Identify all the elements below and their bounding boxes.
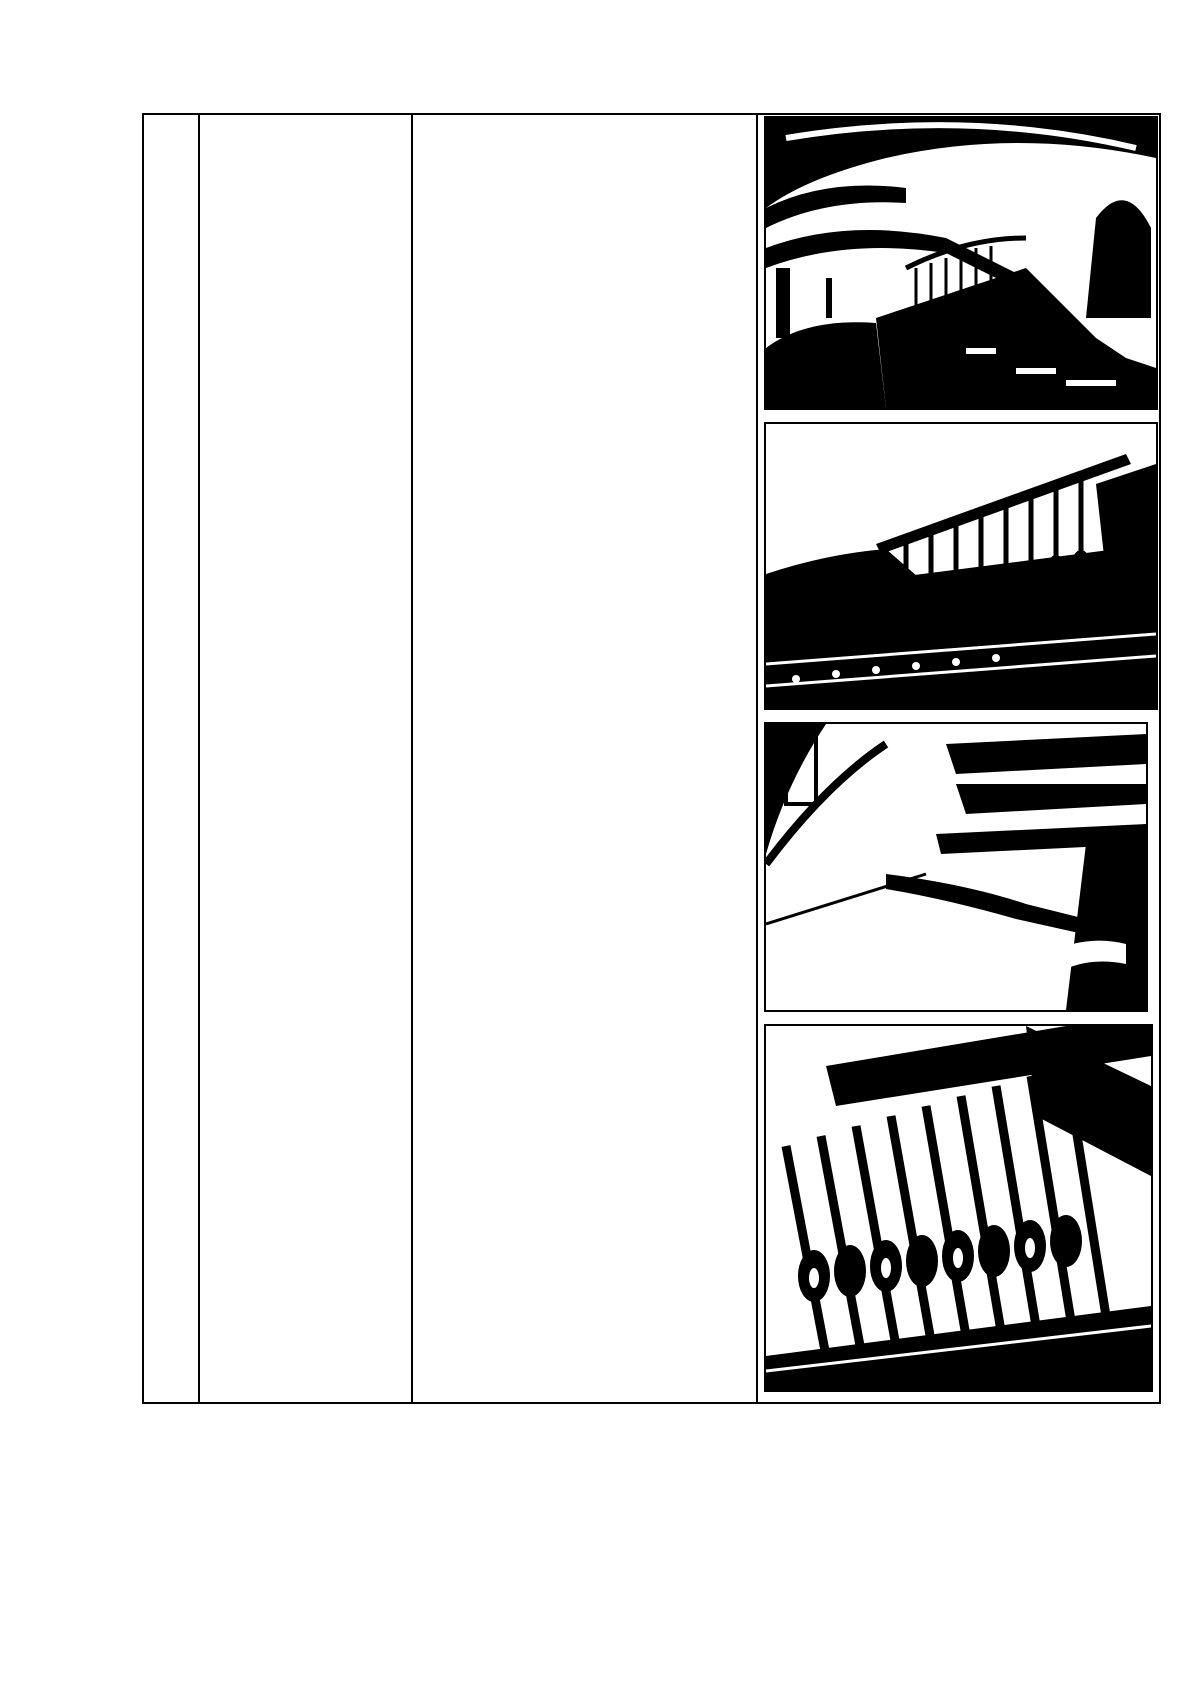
number-cell <box>143 114 199 1403</box>
photo-cast-iron-balusters <box>764 1024 1153 1392</box>
heritage-table <box>142 113 1161 1404</box>
photo-balustrade <box>764 422 1158 710</box>
photos-cell <box>757 114 1160 1403</box>
photo-staircase-hall <box>764 116 1158 410</box>
name-cell <box>199 114 412 1403</box>
description-cell <box>412 114 757 1403</box>
photo-stair-soffit <box>764 722 1148 1012</box>
table-row <box>143 114 1160 1403</box>
